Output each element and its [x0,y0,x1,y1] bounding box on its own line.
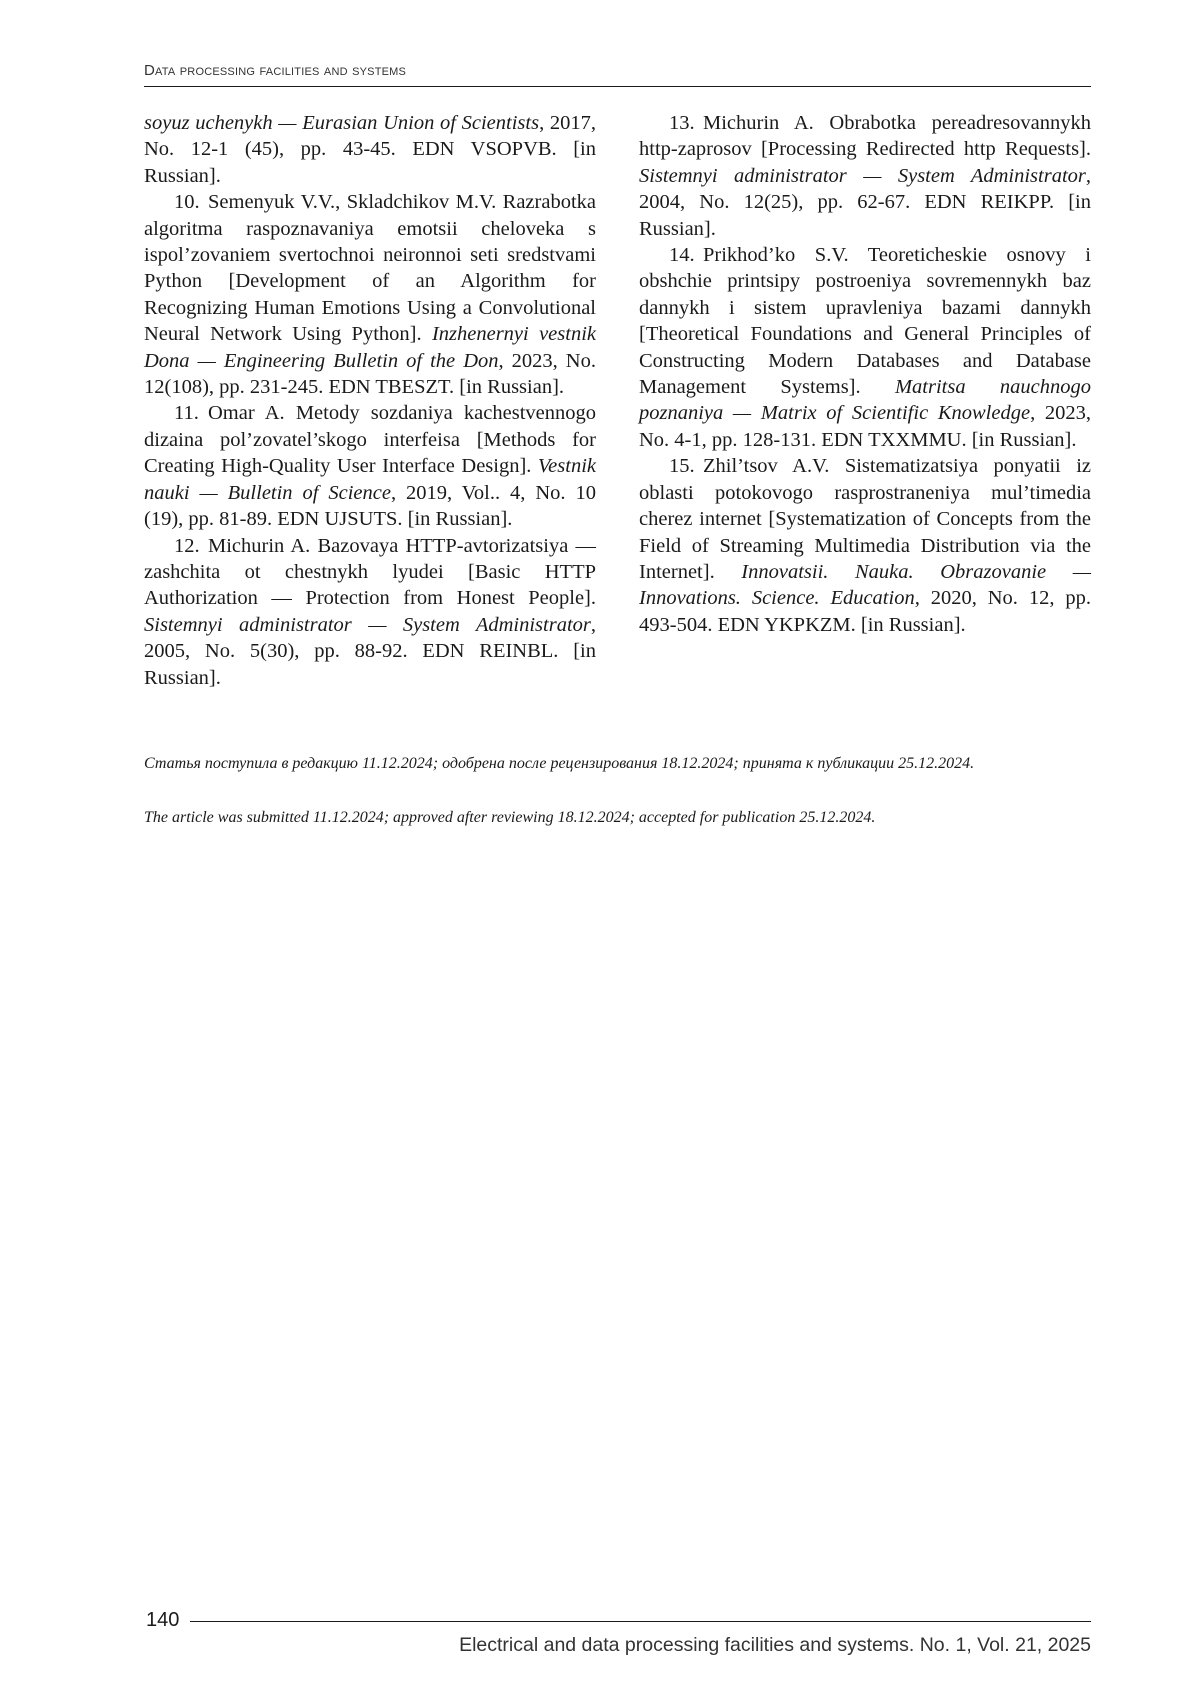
reference-details: , 2004, No. 12(25), pp. 62-67. EDN REIKPP. [in Russian]. [639,165,1091,240]
reference-details: , 2005, No. 5(30), pp. 88-92. EDN REINBL. [in Russian]. [144,614,596,689]
reference-number: 14. [669,242,703,268]
running-head: Data processing facilities and systems [144,60,1091,87]
references-left-column [144,110,596,691]
page-number: 140 [146,1608,179,1632]
reference-number: 12. [174,533,208,559]
reference-text: Semenyuk V.V., Skladchikov M.V. Razrabotka algoritma raspoznavaniya emotsii cheloveka s ispol’zovaniem svertochnoi neironnoi seti sredstvami Python [Development of an Algorithm for Recognizing Human Emotions Using a Convolutional Neural Network Using Python]. [144,191,596,345]
reference-number: 15. [669,453,703,479]
reference-journal: Vestnik nauki — Bulletin of Science [144,455,596,503]
reference-details: 2020, No. 12, pp. 493-504. EDN YKPKZM. [in Russian]. [639,587,1091,635]
footer-rule [190,1621,1091,1622]
reference-text: Omar A. Metody sozdaniya kachestvennogo dizaina pol’zovatel’skogo interfeisa [Methods for Creating High-Quality User Interface Design]. [144,402,596,477]
reference-text: Prikhod’ko S.V. Teoreticheskie osnovy i obshchie printsipy postroeniya sovremennykh baz dannykh i sistem upravleniya bazami dannykh [Theoretical Foundations and General Principles of Constructing Modern Databases and Database Management Systems]. [639,244,1091,398]
article-dates-russian: Статья поступила в редакцию 11.12.2024; одобрена после рецензирования 18.12.2024; принята к публикации 25.12.2024. [144,753,1091,775]
reference-text: Zhil’tsov A.V. Sistematizatsiya ponyatii iz oblasti potokovogo rasprostraneniya mul’timedia cherez internet [Systematization of Concepts from the Field of Streaming Multimedia Distribution via the Internet]. [639,455,1091,583]
reference-number: 10. [174,189,208,215]
reference-text: Michurin A. Bazovaya HTTP-avtorizatsiya — zashchita ot chestnykh lyudei [Basic HTTP Authorization — Protection from Honest People]. [144,535,596,610]
reference-journal: Sistemnyi administrator — System Administrator [144,614,591,636]
reference-number: 13. [669,110,703,136]
reference-10 [144,189,596,400]
reference-number: 11. [174,400,208,426]
reference-journal: Innovatsii. Nauka. Obrazovanie — Innovations. Science. Education, [639,561,1091,609]
journal-page [0,0,1200,1697]
reference-journal: Sistemnyi administrator — System Administrator [639,165,1086,187]
reference-15 [639,453,1091,638]
reference-text: Michurin A. Obrabotka pereadresovannykh http-zaprosov [Processing Redirected http Requests]. [639,112,1091,160]
reference-journal: Inzhenernyi vestnik Dona — Engineering Bulletin of the Don [144,323,596,371]
article-dates-english: The article was submitted 11.12.2024; approved after reviewing 18.12.2024; accepted for publication 25.12.2024. [144,807,1091,829]
references-right-column [639,110,1091,638]
reference-11 [144,400,596,532]
reference-details: , 2019, Vol.. 4, No. 10 (19), pp. 81-89. EDN UJSUTS. [in Russian]. [144,482,596,530]
reference-details: , 2023, No. 12(108), pp. 231-245. EDN TBESZT. [in Russian]. [144,350,596,398]
reference-continuation-journal: soyuz uchenykh — Eurasian Union of Scientists [144,112,539,134]
reference-details: , 2023, No. 4-1, pp. 128-131. EDN TXXMMU. [in Russian]. [639,402,1091,450]
reference-14 [639,242,1091,453]
reference-12 [144,533,596,691]
reference-journal: Matritsa nauchnogo poznaniya — Matrix of Scientific Knowledge [639,376,1091,424]
journal-footer: Electrical and data processing facilities and systems. No. 1, Vol. 21, 2025 [459,1633,1091,1657]
reference-continuation [144,110,596,189]
reference-continuation-details: , 2017, No. 12-1 (45), pp. 43-45. EDN VSOPVB. [in Russian]. [144,112,596,187]
reference-13 [639,110,1091,242]
